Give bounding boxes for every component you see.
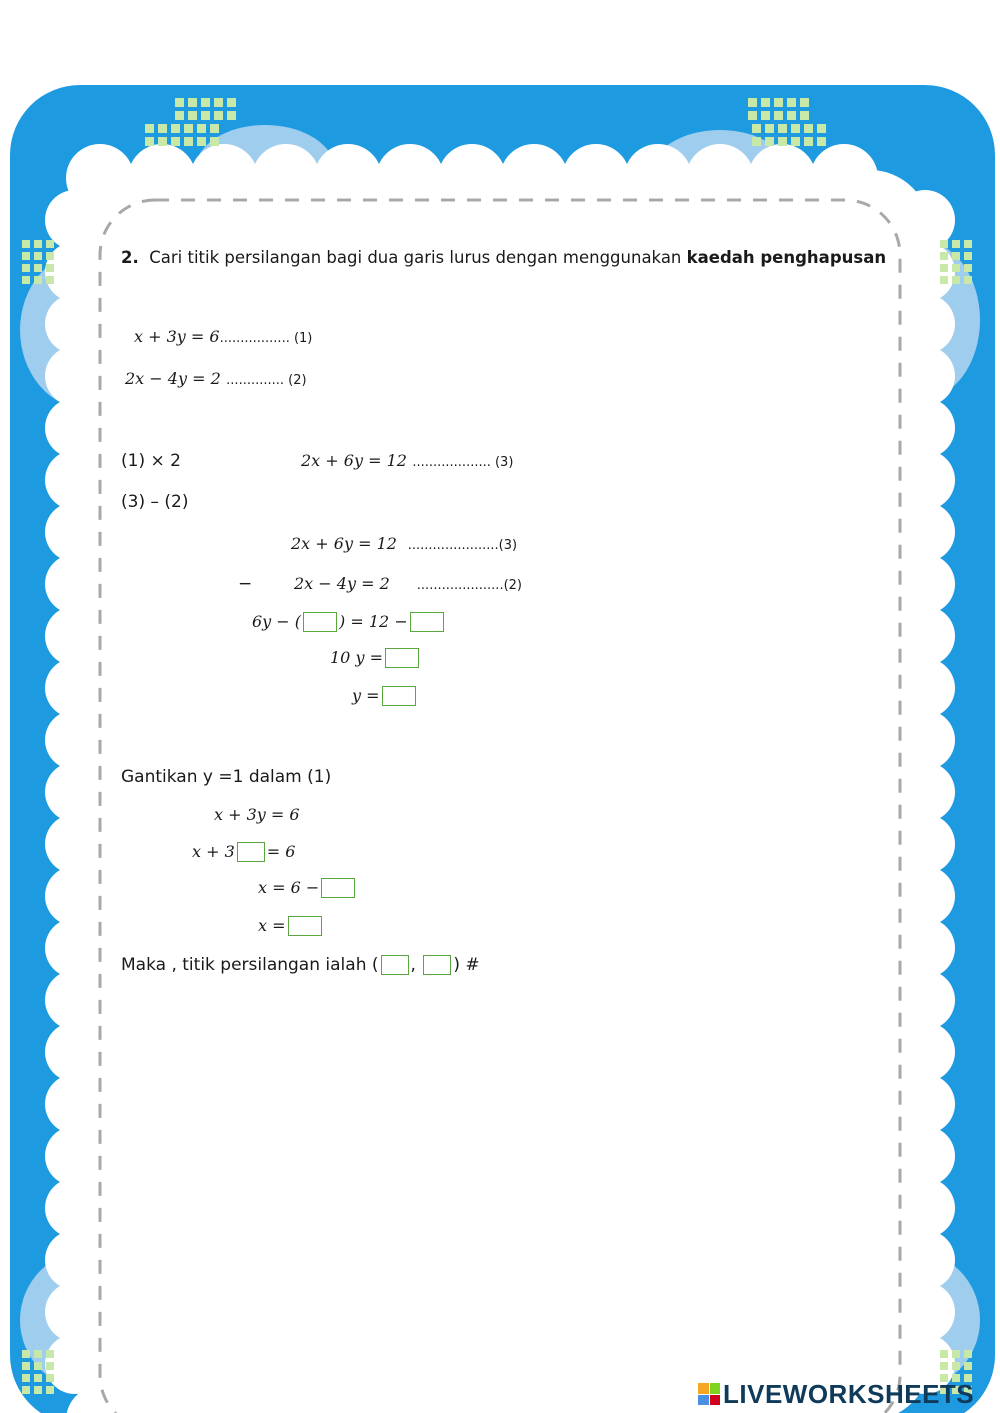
substitute-line3: x = 6 − <box>258 877 357 899</box>
liveworksheets-logo <box>698 1380 974 1408</box>
answer-box-x[interactable] <box>288 916 322 936</box>
logo-text: LIVEWORKSHEETS <box>723 1378 975 1409</box>
answer-input-sub-y[interactable] <box>238 845 264 863</box>
answer-box-point-x[interactable] <box>381 955 409 975</box>
answer-input-point-x[interactable] <box>382 958 408 976</box>
answer-input-y[interactable] <box>383 689 415 707</box>
question-text: Cari titik persilangan bagi dua garis lurus dengan menggunakan <box>149 248 687 267</box>
answer-box-sub-y[interactable] <box>237 842 265 862</box>
answer-input-10y[interactable] <box>386 651 418 669</box>
substitute-label: Gantikan y =1 dalam (1) <box>121 767 332 787</box>
substitute-line1: x + 3y = 6 <box>214 805 300 824</box>
step2-minus-sign: − <box>238 574 253 594</box>
answer-input-point-y[interactable] <box>424 958 450 976</box>
answer-input-sub-3y[interactable] <box>322 881 354 899</box>
substitute-line4: x = <box>258 915 324 937</box>
question-number: 2. <box>121 248 139 267</box>
answer-input-x[interactable] <box>289 919 321 937</box>
answer-box-10y[interactable] <box>385 648 419 668</box>
question-heading <box>121 247 886 269</box>
equation-1: x + 3y = 6................. (1) <box>134 327 313 346</box>
question-method: kaedah penghapusan <box>686 248 887 267</box>
substitute-line2: x + 3 = 6 <box>192 842 296 861</box>
step2-line2: 2x − 4y = 2 .....................(2) <box>294 574 522 593</box>
answer-box-4y[interactable] <box>303 612 337 632</box>
answer-box-point-y[interactable] <box>423 955 451 975</box>
step1-label: (1) × 2 <box>121 451 181 471</box>
answer-box-sub-3y[interactable] <box>321 878 355 898</box>
equation-2: 2x − 4y = 2 .............. (2) <box>125 369 307 388</box>
answer-input-2[interactable] <box>411 615 443 633</box>
step2-line3: 6y − ( ) = 12 − <box>252 611 446 633</box>
answer-box-2[interactable] <box>410 612 444 632</box>
answer-input-4y[interactable] <box>304 615 336 633</box>
step2-line5: y = <box>352 685 418 707</box>
step2-label: (3) – (2) <box>121 492 189 512</box>
answer-box-y[interactable] <box>382 686 416 706</box>
step2-line4: 10 y = <box>330 647 421 669</box>
logo-mark-icon <box>698 1383 720 1405</box>
step1-equation: 2x + 6y = 12 ................... (3) <box>301 451 514 470</box>
conclusion: Maka , titik persilangan ialah ( , ) # <box>121 955 480 975</box>
step2-line1: 2x + 6y = 12 ......................(3) <box>291 534 518 553</box>
